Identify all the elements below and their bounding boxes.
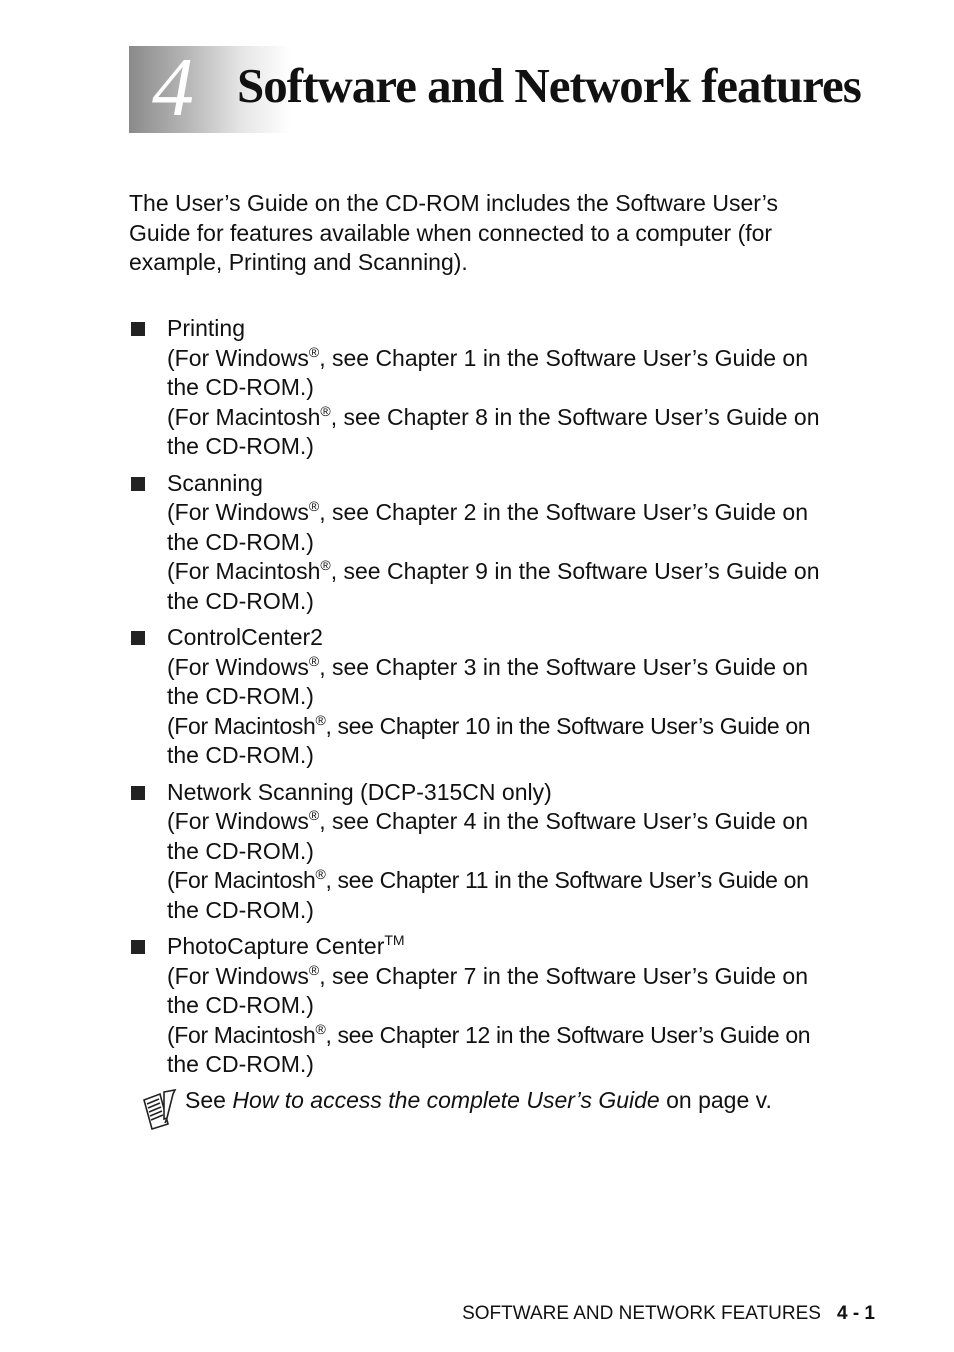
- cdrom-line: the CD-ROM.): [167, 896, 314, 923]
- intro-line: The User’s Guide on the CD-ROM includes the Software User’s: [129, 190, 778, 216]
- cdrom-line: the CD-ROM.): [167, 992, 314, 1018]
- windows-reference: (For Windows®, see Chapter 2 in the Software User’s Guide on: [167, 498, 808, 525]
- guide-reference: How to access the complete User’s Guide: [232, 1087, 660, 1113]
- square-bullet-icon: [131, 322, 145, 336]
- feature-name: Printing: [167, 315, 245, 341]
- feature-item-printing: [129, 314, 889, 462]
- page-number: 4 - 1: [836, 1303, 875, 1324]
- feature-item-controlcenter2: [129, 623, 889, 771]
- windows-reference: (For Windows®, see Chapter 3 in the Software User’s Guide on: [167, 652, 808, 680]
- feature-name: PhotoCapture Center™: [167, 932, 405, 959]
- cdrom-line: the CD-ROM.): [167, 683, 314, 709]
- feature-item-photocapture-center: [129, 932, 889, 1080]
- intro-line: example, Printing and Scanning).: [129, 249, 468, 275]
- intro-paragraph: [129, 189, 869, 278]
- feature-item-network-scanning: [129, 778, 889, 926]
- cdrom-line: the CD-ROM.): [167, 837, 314, 864]
- page-title: Software and Network features: [237, 58, 861, 113]
- square-bullet-icon: [131, 786, 145, 800]
- macintosh-reference: (For Macintosh®, see Chapter 10 in the Software User’s Guide on: [167, 711, 811, 739]
- cdrom-line: the CD-ROM.): [167, 433, 314, 459]
- windows-reference: (For Windows®, see Chapter 1 in the Software User’s Guide on: [167, 343, 808, 371]
- macintosh-reference: (For Macintosh®, see Chapter 8 in the Software User’s Guide on: [167, 402, 820, 430]
- cdrom-line: the CD-ROM.): [167, 587, 314, 614]
- feature-item-scanning: [129, 469, 889, 617]
- macintosh-reference: (For Macintosh®, see Chapter 12 in the Software User’s Guide on: [167, 1020, 811, 1048]
- cdrom-line: the CD-ROM.): [167, 528, 314, 555]
- windows-reference: (For Windows®, see Chapter 4 in the Software User’s Guide on: [167, 807, 808, 834]
- feature-name: Scanning: [167, 469, 263, 496]
- macintosh-reference: (For Macintosh®, see Chapter 9 in the Software User’s Guide on: [167, 557, 820, 584]
- note-text: See How to access the complete User’s Guide on page v.: [185, 1087, 772, 1113]
- feature-name: Network Scanning (DCP-315CN only): [167, 778, 552, 805]
- square-bullet-icon: [131, 631, 145, 645]
- page-footer: [462, 1302, 875, 1326]
- footer-section-title: SOFTWARE AND NETWORK FEATURES: [462, 1303, 821, 1324]
- cdrom-line: the CD-ROM.): [167, 374, 314, 400]
- cdrom-line: the CD-ROM.): [167, 742, 314, 768]
- feature-list: [129, 314, 889, 1087]
- cdrom-line: the CD-ROM.): [167, 1051, 314, 1077]
- intro-line: Guide for features available when connected to a computer (for: [129, 219, 773, 246]
- square-bullet-icon: [131, 477, 145, 491]
- feature-name: ControlCenter2: [167, 624, 323, 650]
- note-callout: [140, 1086, 880, 1130]
- square-bullet-icon: [131, 940, 145, 954]
- macintosh-reference: (For Macintosh®, see Chapter 11 in the Software User’s Guide on: [167, 866, 809, 893]
- chapter-number: 4: [152, 41, 194, 134]
- windows-reference: (For Windows®, see Chapter 7 in the Software User’s Guide on: [167, 961, 808, 989]
- note-icon: [140, 1088, 178, 1130]
